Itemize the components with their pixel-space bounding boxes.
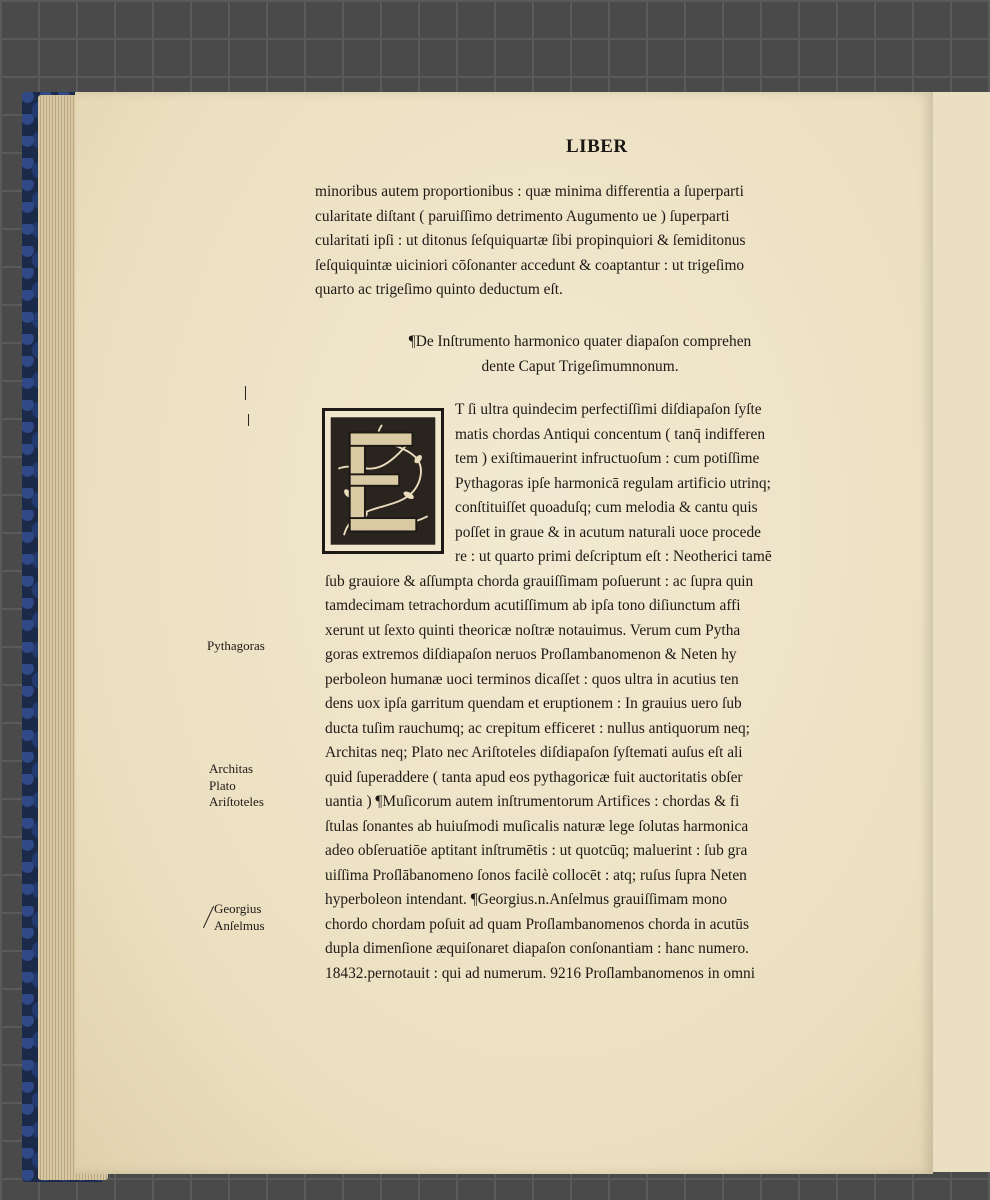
text-line: 18432.pernotauit : qui ad numerum. 9216 Proſlambanomenos in omni bbox=[325, 964, 756, 982]
chapter-body bbox=[325, 398, 855, 986]
marginal-note-plato: Plato bbox=[209, 778, 236, 793]
margin-mark bbox=[248, 414, 249, 426]
text-line: uantia ) ¶Muſicorum autem inſtrumentorum Artifices : chordas & fi bbox=[325, 793, 740, 810]
top-paragraph bbox=[315, 180, 855, 303]
text-line: re : ut quarto primi deſcriptum eſt : Neotherici tamē bbox=[455, 548, 772, 565]
text-line: goras extremos diſdiapaſon neruos Proſlambanomenon & Neten hy bbox=[325, 646, 737, 663]
text-line: dens uox ipſa garritum quendam et eruptionem : In grauius uero ſub bbox=[325, 695, 742, 712]
heading-line: ¶De Inſtrumento harmonico quater diapaſon comprehen bbox=[408, 333, 752, 350]
text-line: T ſi ultra quindecim perfectiſſimi diſdiapaſon ſyſte bbox=[455, 401, 762, 418]
chapter-heading bbox=[350, 330, 810, 379]
text-line: minoribus autem proportionibus : quæ minima differentia a ſuperparti bbox=[315, 183, 744, 200]
text-line: ſtulas ſonantes ab huiuſmodi muſicalis naturæ lege ſolutas harmonica bbox=[325, 817, 749, 835]
text-line: dupla dimenſione æquiſonaret diapaſon conſonantiam : hanc numero. bbox=[325, 940, 749, 957]
marginal-note-georgius: Georgius bbox=[214, 901, 262, 916]
text-line: Pythagoras ipſe harmonicā regulam artificio utrinq; bbox=[455, 474, 771, 492]
marginal-note-pythagoras: Pythagoras bbox=[207, 638, 265, 653]
text-line: quid ſuperaddere ( tanta apud eos pythagoricæ fuit auctoritatis obſer bbox=[325, 768, 743, 786]
text-line: xerunt ut ſexto quinti theoricæ noſtræ notauimus. Verum cum Pytha bbox=[325, 621, 741, 639]
marginal-note-anselmus: Anſelmus bbox=[214, 918, 265, 933]
margin-mark bbox=[245, 386, 246, 400]
marginal-note-architas: Architas bbox=[209, 761, 254, 776]
text-line: quarto ac trigeſimo quinto deductum eſt. bbox=[315, 281, 563, 298]
text-line: matis chordas Antiqui concentum ( tanq̄ indifferen bbox=[455, 425, 766, 443]
text-line: ſeſquiquintæ uiciniori cōſonanter accedunt & coaptantur : ut trigeſimo bbox=[315, 256, 745, 274]
text-line: uiſſima Proſlābanomeno ſonos facilè collocēt : atq; ruſus ſupra Neten bbox=[325, 866, 747, 884]
facing-page-edge bbox=[930, 92, 990, 1172]
marginal-note-aristoteles: Ariſtoteles bbox=[209, 794, 264, 809]
heading-line: dente Caput Trigeſimumnonum. bbox=[481, 357, 679, 375]
text-line: ducta tuſim rauchumq; ac crepitum efficeret : nullus antiquorum neq; bbox=[325, 719, 750, 737]
text-line: Architas neq; Plato nec Ariſtoteles diſdiapaſon ſyſtemati auſus eſt ali bbox=[325, 744, 743, 761]
text-line: perboleon humanæ uoci terminos dicaſſet : quos ultra in acutius ten bbox=[325, 670, 739, 688]
text-line: ſub grauiore & aſſumpta chorda grauiſſimam poſuerunt : ac ſupra quin bbox=[325, 572, 754, 590]
text-line: tem ) exiſtimauerint infructuoſum : cum potiſſime bbox=[455, 450, 760, 467]
text-line: poſſet in graue & in acutum naturali uoce procede bbox=[455, 523, 761, 541]
text-line: hyperboleon intendant. ¶Georgius.n.Anſelmus grauiſſimam mono bbox=[325, 891, 728, 908]
text-line: tamdecimam tetrachordum acutiſſimum ab ipſa tono diſiunctum affi bbox=[325, 597, 741, 614]
text-line: cularitate diſtant ( paruiſſimo detrimento Augumento ue ) ſuperparti bbox=[315, 207, 730, 225]
text-line: conſtituiſſet quoaduſq; cum melodia & cantu quis bbox=[455, 499, 758, 516]
running-head: LIBER bbox=[566, 136, 628, 157]
text-line: chordo chordam poſuit ad quam Proſlambanomenos chorda in acutūs bbox=[325, 915, 749, 933]
text-line: cularitati ipſi : ut ditonus ſeſquiquartæ ſibi propinquiori & ſemiditonus bbox=[315, 232, 746, 249]
text-line: adeo obſeruatiōe aptitant inſtrumētis : ut quotcūq; maluerint : ſub gra bbox=[325, 842, 748, 859]
